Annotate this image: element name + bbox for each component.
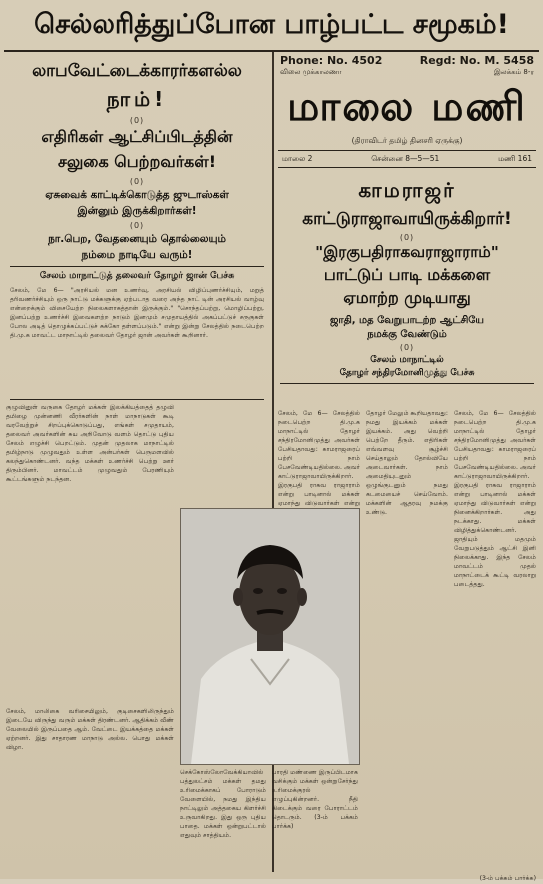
right-continued-note: (3-ம் பக்கம் பார்க்க) bbox=[479, 875, 536, 882]
right-headline-2: காட்டுராஜாவாயிருக்கிறார்! bbox=[302, 209, 512, 229]
newspaper-logo: மாலை மணி bbox=[287, 84, 527, 130]
left-headline-2: நாம்! bbox=[106, 87, 168, 111]
separator: (0) bbox=[399, 343, 415, 352]
right-headline-1: காமராஜர் bbox=[358, 178, 456, 202]
right-article-body-a: சேலம், மே 6— சேலத்தில் நடைபெற்ற தி.மு.க மாநாட்டில் தோழர் சந்திரமோனிமுத்து அவர்கள் பேசியதாவது: காமராஜரைப் பற்றி நாம் பேசவேண்டியதில்லை. அவர் காட்டுராஜாவாயிருக்கிறார். இரகுபதி ராகவ ராஜாராம் என்று பாடினால் மக்கள் ஏமாந்து விடுவார்கள் என்று bbox=[278, 410, 360, 507]
volume: மாலை 2 bbox=[282, 154, 313, 163]
tagline: (திராவிடர் தமிழ் தினசரி ஏருக்கு) bbox=[351, 136, 463, 145]
issue-date: சென்னை 8—5—51 bbox=[371, 154, 440, 163]
left-subhead-3: நா.பெற, வேதனையும் தொல்லையும் bbox=[48, 233, 226, 245]
masthead-contact bbox=[276, 52, 538, 67]
separator: (0) bbox=[129, 116, 145, 125]
dateline bbox=[278, 150, 536, 168]
left-subhead-1: ஏசுவைக் காட்டிக்கொடுத்த ஜுடாஸ்கள் bbox=[45, 189, 229, 201]
left-subhead-2: இன்னும் இருக்கிறார்கள்! bbox=[77, 205, 197, 217]
right-headline-5: ஏமாற்ற முடியாது bbox=[343, 288, 471, 307]
right-headline-3: "இரகுபதிராகவராஜாராம்" bbox=[315, 243, 499, 261]
issue-number: இலக்கம் 8-ர bbox=[493, 68, 534, 76]
right-byline-1: சேலம் மாநாட்டில் bbox=[370, 355, 444, 365]
rule bbox=[10, 399, 264, 400]
left-subhead-4: நம்மை நாடியே வரும்! bbox=[81, 249, 193, 261]
right-headline-4: பாட்டுப் பாடி மக்களை bbox=[323, 265, 491, 284]
masthead-price-row bbox=[276, 67, 538, 78]
right-article-body-c: சேலம், மே 6— சேலத்தில் நடைபெற்ற தி.மு.க மாநாட்டில் தோழர் சந்திரமோனிமுத்து அவர்கள் பேசியதாவது: காமராஜரைப் பற்றி நாம் பேசவேண்டியதில்லை. அவர் காட்டுராஜாவாயிருக்கிறார். இரகுபதி ராகவ ராஜாராம் என்று பாடினால் மக்கள் ஏமாந்து விடுவார்கள் என்று நினைக்கிறார்கள். அது நடக்காது. மக்கள் விழித்துக்கொண்டனர். ஜாதியும் மதமும் வேறுபடுத்தும் ஆட்சி இனி நிலைக்காது. இந்த சேலம் மாவட்டம் முதல் மாநாட்டைக் கூட்டி வரலாறு படைத்தது. bbox=[454, 410, 536, 588]
left-article-intro: சேலம், மே 6— "அரசியல் மன உணர்வு, அரசியல் விழிப்புணர்ச்சியும், மறுத் தரிவணர்ச்சியும் ஒரு நாட்டு மக்களுக்கு ஏற்படாத வரை அந்த நாட் டின் அரசியல் வாழ்வு என்றைக்கும் விசையேற்ற நிலைகளாகத்தான் இருக்கும்." "சொந்தப்பற்று, மொழிப்பற்று, இனப்பற்று உணர்ச்சி இவைகளற்ற நாடும் இனமும் சமுதாயத்தில் அகப்பட்டுச் சருகுகள் போல அடித் தொழுக்கப்பட்டுச் சுக்கோ தள்ளப்படும்." என்று இன்று சேலத்தில் நடைபெற்ற தி.மு.க மாவட்ட மாநாட்டில் தலைவர் தோழர் ஜான் அவர்கள் கூறினார். bbox=[10, 287, 264, 339]
phone-number: Phone: No. 4502 bbox=[280, 54, 383, 67]
right-subhead-1: ஜாதி, மத வேறுபாடற்ற ஆட்சியே bbox=[330, 315, 484, 326]
portrait-image bbox=[181, 509, 359, 764]
bottom-article-right: பாரதி மண்ணை இருப்பிடமாக வசிக்கும் மக்கள் ஒன்றுசேர்ந்து உரிமைக்குரல் எழுப்புகின்றனர். நீதி கிடைக்கும் வரை போராட்டம் தொடரும். (3-ம் பக்கம் பார்க்க) bbox=[272, 769, 358, 830]
right-article-body-b: தோழர் மேலும் கூறியதாவது: நமது இயக்கம் மக்கள் இயக்கம். அது வெற்றி பெற்றே தீரும். எதிரிகள் எவ்வளவு சூழ்ச்சி செய்தாலும் தோல்வியே அடைவார்கள். நாம் அமைதியுடனும் ஒழுங்குடனும் நமது கடமையைச் செய்வோம். மக்களின் ஆதரவு நமக்கு உண்டு. bbox=[366, 410, 448, 516]
bottom-article-left: செக்கோஸ்லோவேக்கியாவில் பத்துலட்சம் மக்கள் தமது உரிமைக்காகப் போராடும் வேளையில், நமது இந்திய நாட்டிலும் அத்தகைய கிளர்ச்சி உருவாகிறது. இது ஒரு புதிய பாதை. மக்கள் ஒன்றுபட்டால் எதுவும் சாத்தியம். bbox=[180, 769, 266, 839]
separator: (0) bbox=[399, 233, 415, 242]
separator: (0) bbox=[129, 177, 145, 186]
left-article-body: குழுவினுள் வருகை தோழர் மக்கள் இலக்கியத்தைத் தழுவி தமிழை முன்னணி வீரர்களின் நாள் மாநாடுகள் கூடி வரவேற்றுச் சிறப்புக்கொடுப்பது, எங்கள் சமுதாயம், தலைவர் அவர்களின் சுய அறிவோடு வளம் தொட்டு புதிய சேலம் எழுச்சி பெறட்டும். முதன் முதலாக மாநாட்டில் தமிழ்நாடு முழுவதும் உள்ள அன்பர்கள் பெருமளவில் கலந்துகொண்டனர். வந்த மக்கள் உணர்ச்சி பெற்று ஊர் திரும்பினர். மாவட்டம் முழுவதும் பேரணியும் கூட்டங்களும் நடந்தன. bbox=[6, 404, 174, 483]
rule bbox=[10, 266, 264, 267]
left-headline-1: லாபவேட்டைக்காரர்களல்ல bbox=[32, 61, 242, 81]
registration-number: Regd: No. M. 5458 bbox=[419, 54, 534, 67]
left-article-bottom: சேலம், மாலிகை வரிசையிலும், குடிசைகளிலிருந்தும் இடையே விருந்து வரும் மக்கள் திரண்டனர். ஆதிக்கம் வீண் வேலையில் இருப்பதை ஆம். வேட்டை இயக்கத்தை மக்கள் ஏற்றனர். இது சாதாரண மாநாடு அல்ல. பொது மக்கள் விழா. bbox=[6, 708, 174, 751]
separator: (0) bbox=[129, 221, 145, 230]
portrait-photo bbox=[180, 508, 360, 765]
rule bbox=[280, 383, 534, 384]
left-headline-4: சலுகை பெற்றவர்கள்! bbox=[57, 152, 217, 171]
price: விலை முக்காலணா bbox=[280, 68, 342, 76]
right-subhead-2: நமக்கு வேண்டும் bbox=[367, 329, 447, 340]
issue-serial: மணி 161 bbox=[498, 154, 532, 163]
left-byline: சேலம் மாநாட்டுத் தலைவர் தோழர் ஜான் பேச்சு bbox=[39, 271, 235, 281]
right-byline-2: தோழர் சந்திரமோனிமுத்து பேச்சு bbox=[339, 368, 475, 378]
left-headline-3: எதிரிகள் ஆட்சிப்பிடத்தின் bbox=[41, 127, 233, 146]
banner-headline: செல்லரித்துப்போன பாழ்பட்ட சமூகம்! bbox=[4, 2, 539, 52]
